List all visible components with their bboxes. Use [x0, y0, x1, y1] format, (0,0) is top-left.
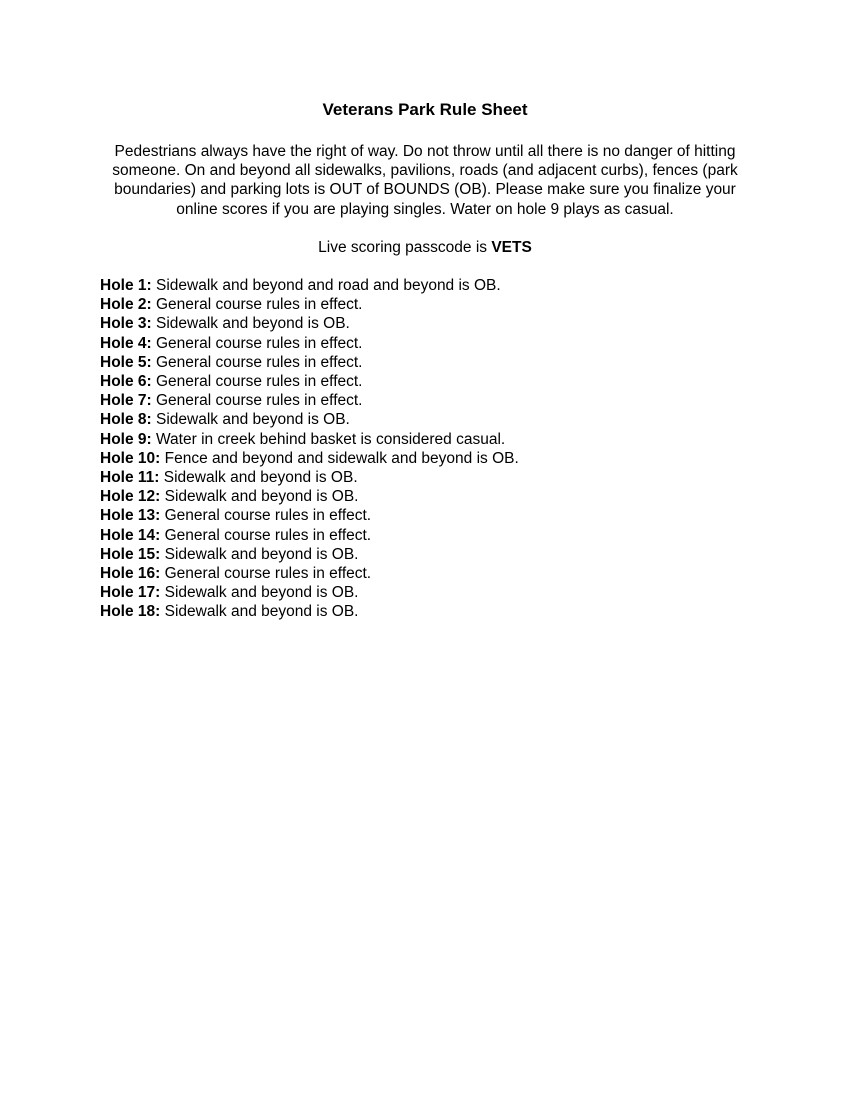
hole-rule-text: Sidewalk and beyond is OB. [164, 603, 359, 621]
hole-rule-line [100, 410, 750, 429]
hole-label: Hole 18: [100, 603, 161, 621]
hole-rule-line [100, 430, 750, 449]
hole-rule-text: General course rules in effect. [156, 373, 363, 391]
hole-label: Hole 8: [100, 411, 152, 429]
hole-rule-text: General course rules in effect. [164, 526, 372, 544]
hole-rule-line [100, 487, 750, 506]
hole-rule-text: General course rules in effect. [156, 392, 363, 410]
passcode-line [100, 238, 750, 257]
hole-label: Hole 9: [100, 430, 152, 448]
hole-label: Hole 1: [100, 277, 152, 295]
hole-rule-line [100, 564, 750, 583]
hole-rule-line [100, 276, 750, 295]
hole-list [100, 276, 750, 622]
hole-rule-text: Sidewalk and beyond and road and beyond is OB. [156, 277, 501, 295]
hole-rule-text: Sidewalk and beyond is OB. [164, 488, 359, 506]
hole-label: Hole 16: [100, 565, 161, 583]
hole-rule-text: General course rules in effect. [156, 353, 363, 371]
hole-rule-line [100, 506, 750, 525]
hole-rule-line [100, 468, 750, 487]
hole-rule-text: Sidewalk and beyond is OB. [163, 469, 358, 487]
hole-rule-text: Sidewalk and beyond is OB. [164, 545, 359, 563]
hole-label: Hole 4: [100, 334, 152, 352]
intro-paragraph: Pedestrians always have the right of way. Do not throw until all there is no danger of hitting someone. On and beyond all sidewalks, pavilions, roads (and adjacent curbs), fences (park boundaries) and parking lots is OUT of BOUNDS (OB). Please make sure you finalize your online scores if you are playing singles. Water on hole 9 plays as casual. [112, 143, 738, 218]
hole-rule-text: General course rules in effect. [156, 334, 363, 352]
hole-rule-text: Sidewalk and beyond is OB. [164, 584, 359, 602]
hole-label: Hole 14: [100, 526, 161, 544]
hole-rule-line [100, 295, 750, 314]
hole-label: Hole 6: [100, 373, 152, 391]
hole-label: Hole 13: [100, 507, 161, 525]
hole-rule-text: Water in creek behind basket is considered casual. [156, 430, 506, 448]
hole-rule-line [100, 314, 750, 333]
hole-label: Hole 17: [100, 584, 161, 602]
hole-rule-line [100, 353, 750, 372]
hole-rule-text: Sidewalk and beyond is OB. [156, 411, 350, 429]
passcode-prefix-text: Live scoring passcode is [318, 238, 492, 256]
hole-label: Hole 11: [100, 469, 160, 487]
hole-rule-text: General course rules in effect. [156, 296, 363, 314]
hole-rule-text: Fence and beyond and sidewalk and beyond is OB. [164, 449, 519, 467]
page-title: Veterans Park Rule Sheet [322, 100, 528, 119]
hole-label: Hole 5: [100, 353, 152, 371]
hole-label: Hole 15: [100, 545, 161, 563]
hole-rule-text: Sidewalk and beyond is OB. [156, 315, 350, 333]
hole-rule-line [100, 526, 750, 545]
hole-rule-line [100, 391, 750, 410]
hole-rule-line [100, 602, 750, 621]
hole-rule-line [100, 334, 750, 353]
hole-label: Hole 3: [100, 315, 152, 333]
hole-rule-text: General course rules in effect. [164, 565, 372, 583]
hole-label: Hole 12: [100, 488, 161, 506]
hole-rule-line [100, 545, 750, 564]
hole-label: Hole 10: [100, 449, 161, 467]
hole-rule-line [100, 583, 750, 602]
hole-label: Hole 2: [100, 296, 152, 314]
hole-rule-text: General course rules in effect. [164, 507, 372, 525]
hole-label: Hole 7: [100, 392, 152, 410]
passcode-value: VETS [491, 238, 532, 256]
hole-rule-line [100, 372, 750, 391]
hole-rule-line [100, 449, 750, 468]
